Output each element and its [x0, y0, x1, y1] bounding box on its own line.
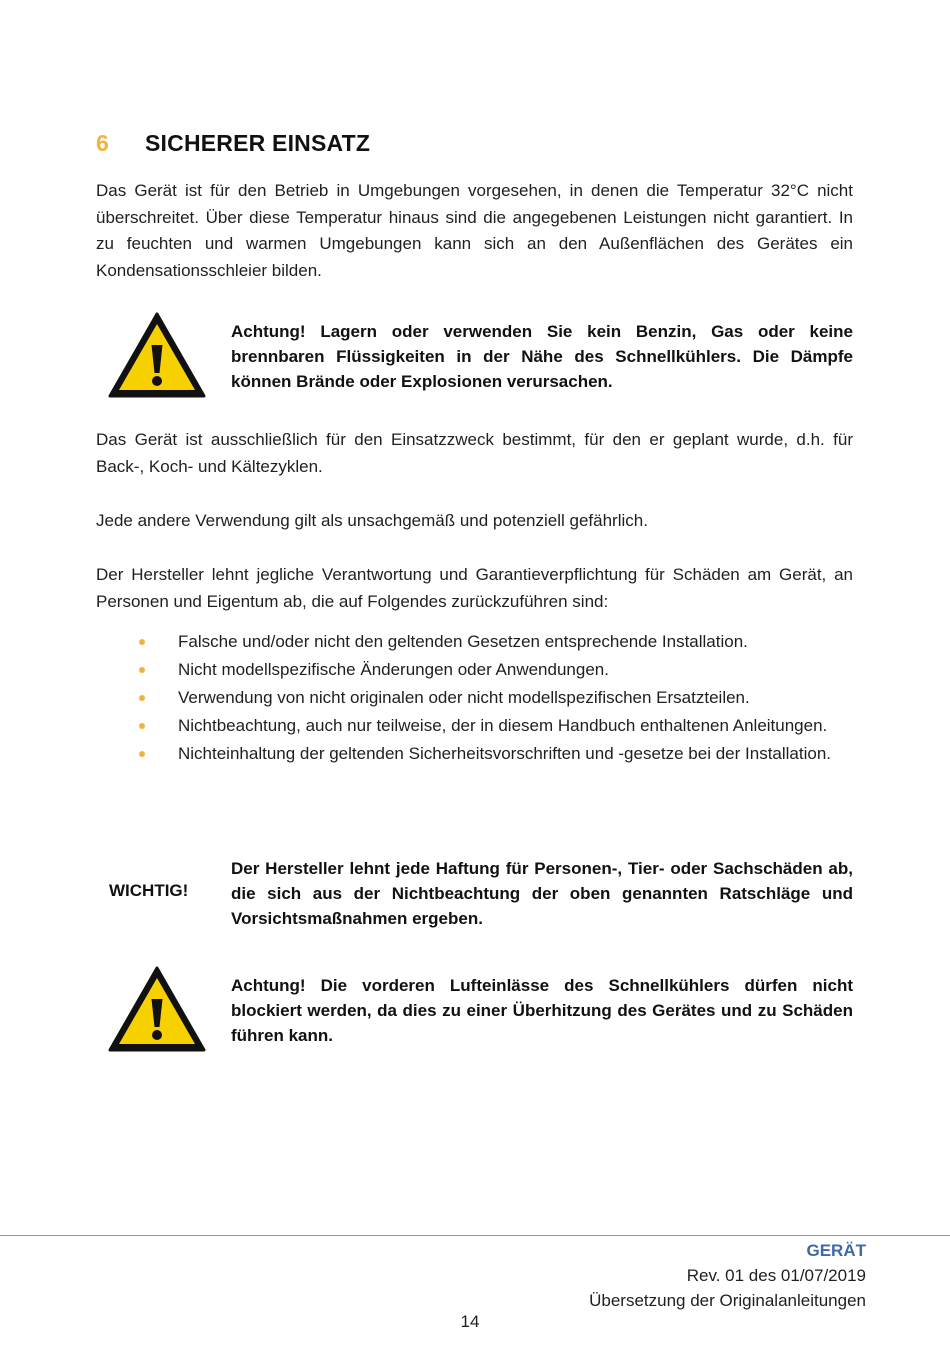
- footer: [589, 1238, 866, 1313]
- list-item-text: Nichteinhaltung der geltenden Sicherheitsvorschriften und -gesetze bei der Installation.: [178, 744, 832, 763]
- list-item-text: Verwendung von nicht originalen oder nicht modellspezifischen Ersatzteilen.: [178, 688, 750, 707]
- footer-brand: GERÄT: [806, 1241, 866, 1260]
- purpose-paragraph: Das Gerät ist ausschließlich für den Einsatzzweck bestimmt, für den er geplant wurde, d.h. für Back-, Koch- und Kältezyklen.: [96, 430, 853, 476]
- bullet-dot-icon: [139, 695, 145, 701]
- footer-divider: [0, 1235, 950, 1236]
- bullet-dot-icon: [139, 751, 145, 757]
- bullet-dot-icon: [139, 639, 145, 645]
- liability-paragraph: Der Hersteller lehnt jegliche Verantwortung und Garantieverpflichtung für Schäden am Gerät, an Personen und Eigentum ab, die auf Folgendes zurückzuführen sind:: [96, 565, 853, 611]
- fire-warning-text: Achtung! Lagern oder verwenden Sie kein Benzin, Gas oder keine brennbaren Flüssigkeiten in der Nähe des Schnellkühlers. Die Dämpfe können Brände oder Explosionen verursachen.: [231, 322, 853, 391]
- list-item-text: Nichtbeachtung, auch nur teilweise, der in diesem Handbuch enthaltenen Anleitungen.: [178, 716, 828, 735]
- section-number: 6: [96, 130, 109, 156]
- air-inlet-warning-text: Achtung! Die vorderen Lufteinlässe des Schnellkühlers dürfen nicht blockiert werden, da dies zu einer Überhitzung des Gerätes und zu Schäden führen kann.: [231, 976, 853, 1045]
- important-label: WICHTIG!: [109, 881, 189, 900]
- footer-revision: Rev. 01 des 01/07/2019: [686, 1266, 866, 1285]
- list-item-text: Nicht modellspezifische Änderungen oder Anwendungen.: [178, 660, 609, 679]
- list-item: [96, 685, 853, 712]
- misuse-paragraph: Jede andere Verwendung gilt als unsachgemäß und potenziell gefährlich.: [96, 511, 648, 530]
- list-item: [96, 713, 853, 740]
- footer-translation-note: Übersetzung der Originalanleitungen: [589, 1291, 866, 1310]
- liability-list: [96, 629, 853, 769]
- section-heading: [96, 130, 370, 157]
- list-item: [96, 657, 853, 684]
- list-item-text: Falsche und/oder nicht den geltenden Gesetzen entsprechende Installation.: [178, 632, 748, 651]
- intro-paragraph: Das Gerät ist für den Betrieb in Umgebungen vorgesehen, in denen die Temperatur 32°C nicht überschreitet. Über diese Temperatur hinaus sind die angegebenen Leistungen nicht garantiert. In zu feuchten und warmen Umgebungen kann sich an den Außenflächen des Gerätes ein Kondensationsschleier bilden.: [96, 181, 853, 280]
- warning-triangle-icon: [107, 965, 207, 1053]
- list-item: [96, 629, 853, 656]
- important-text: Der Hersteller lehnt jede Haftung für Personen-, Tier- oder Sachschäden ab, die sich aus der Nichtbeachtung der oben genannten Ratschläge und Vorsichtsmaßnahmen ergeben.: [231, 859, 853, 928]
- page-number: 14: [460, 1312, 480, 1331]
- bullet-dot-icon: [139, 723, 145, 729]
- warning-triangle-icon: [107, 311, 207, 399]
- section-title: SICHERER EINSATZ: [145, 130, 371, 156]
- bullet-dot-icon: [139, 667, 145, 673]
- list-item: [96, 741, 853, 768]
